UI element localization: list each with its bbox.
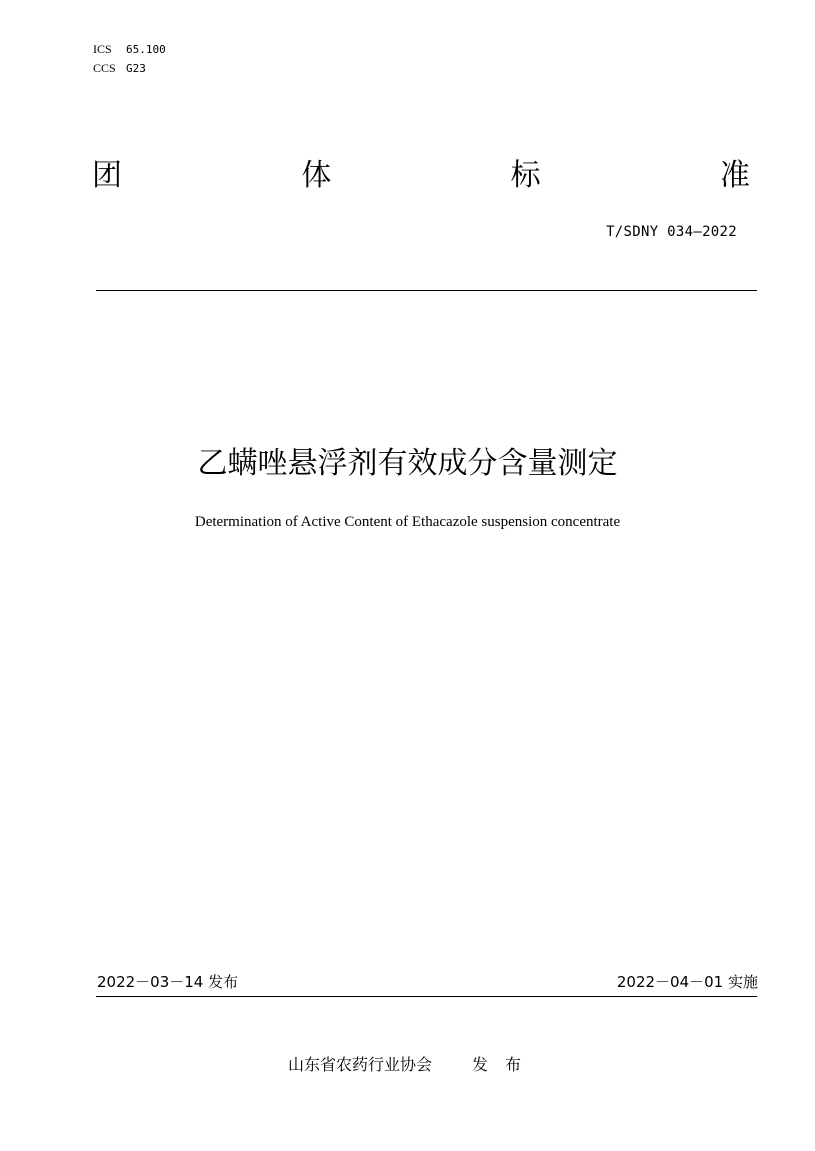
standard-number: T/SDNY 034—2022	[606, 224, 737, 240]
ccs-label: CCS	[93, 61, 116, 75]
document-title-english: Determination of Active Content of Ethacazole suspension concentrate	[194, 514, 621, 530]
classification-codes	[93, 40, 166, 78]
ccs-row	[93, 59, 166, 78]
implementation-date: 2022－04－01 实施	[616, 973, 758, 991]
ccs-code: G23	[126, 62, 146, 75]
standard-type-char: 团	[92, 158, 122, 193]
ics-code: 65.100	[126, 43, 166, 56]
publish-label: 发 布	[471, 1055, 528, 1074]
date-row	[97, 972, 758, 992]
standard-type-char: 准	[719, 158, 750, 193]
document-title-chinese: 乙螨唑悬浮剂有效成分含量测定	[197, 446, 618, 481]
ics-label: ICS	[93, 42, 112, 56]
bottom-divider	[96, 996, 757, 997]
top-divider	[96, 290, 757, 291]
publisher-line	[0, 1054, 815, 1076]
standard-type-char: 标	[510, 158, 541, 193]
standard-type-heading	[92, 156, 750, 196]
publisher-organization: 山东省农药行业协会	[287, 1055, 432, 1074]
issue-date: 2022－03－14 发布	[97, 973, 239, 991]
ics-row	[93, 40, 166, 59]
standard-type-char: 体	[301, 158, 332, 193]
